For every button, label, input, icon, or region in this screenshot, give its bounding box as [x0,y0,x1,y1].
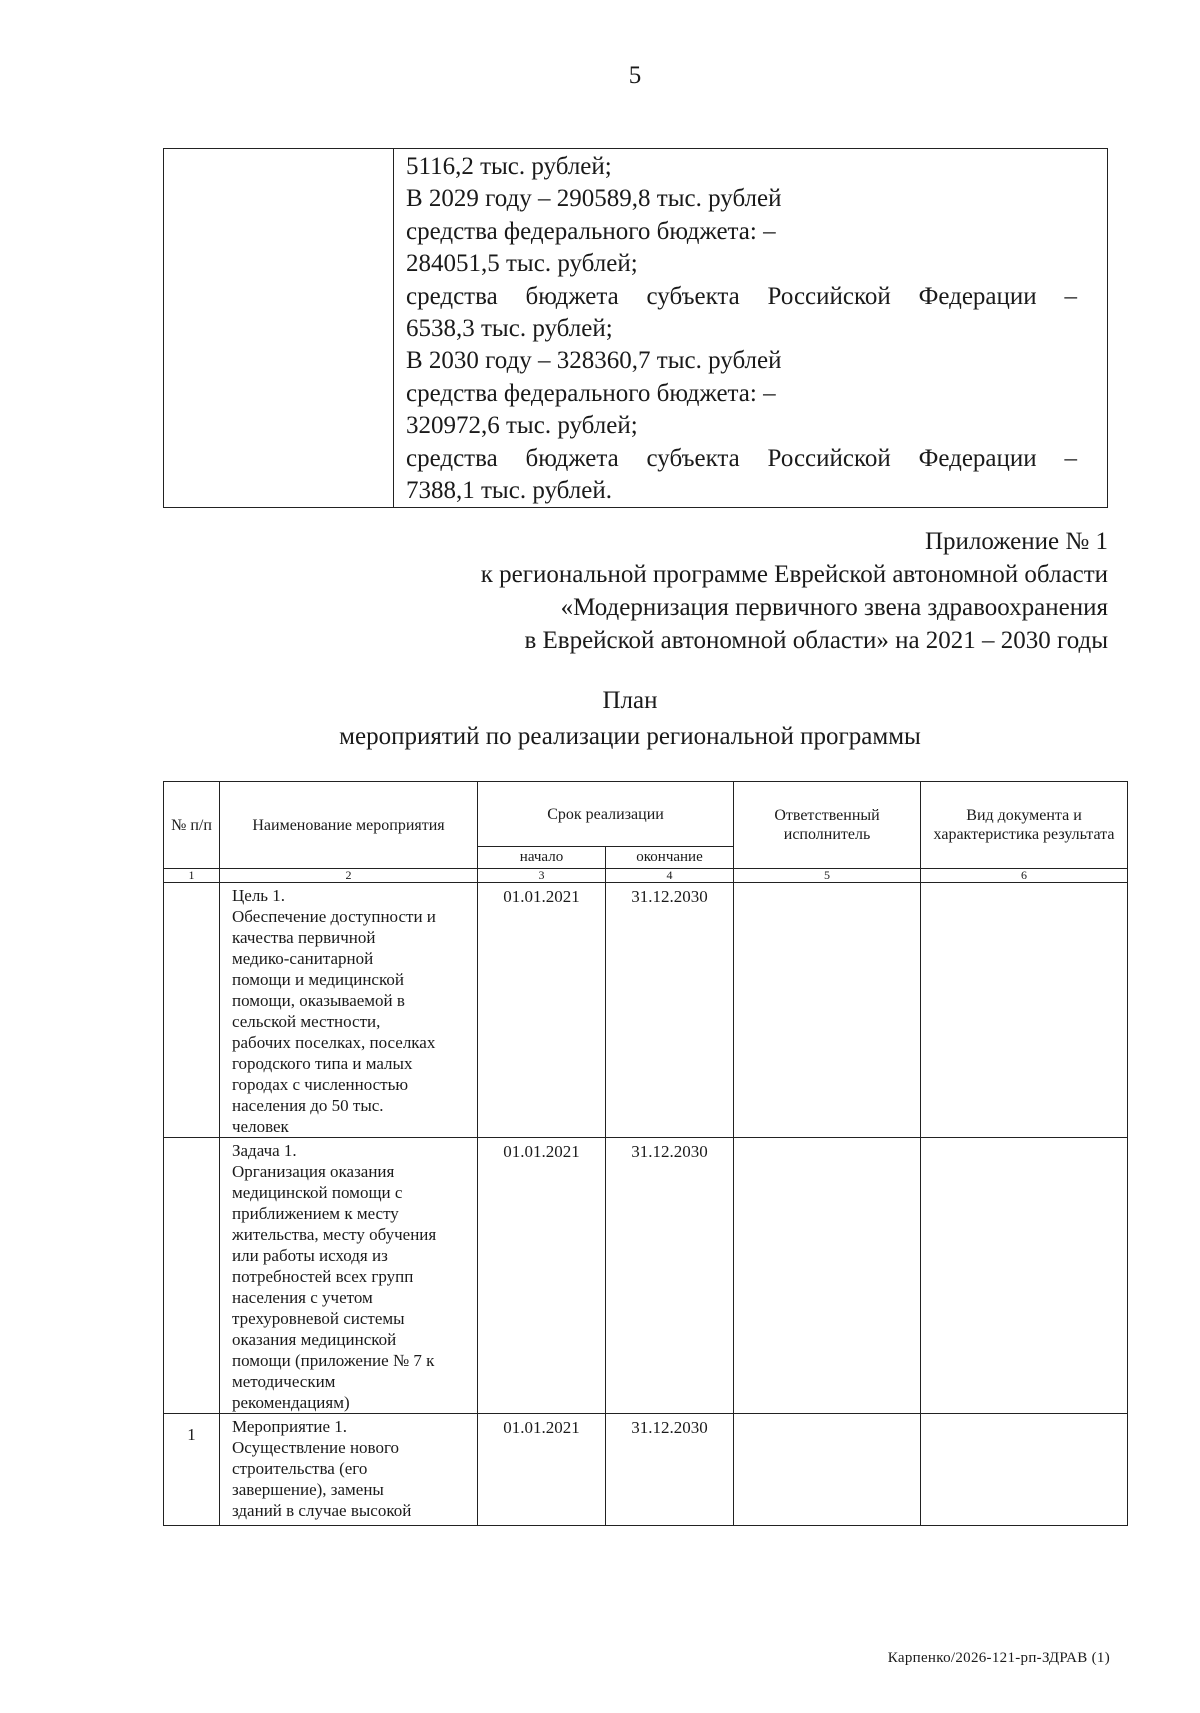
budget-line: 320972,6 тыс. рублей; [406,412,638,440]
budget-table [163,148,1108,508]
activity-name-line: медико-санитарной [232,949,374,968]
table-row [164,1414,1128,1526]
activity-name-line: оказания медицинской [232,1330,397,1349]
budget-lines [394,149,1107,507]
activity-name [220,883,478,1138]
activity-name-line: Организация оказания [232,1162,395,1181]
column-number-row [164,869,1128,883]
activity-name-line: жительства, месту обучения [232,1225,437,1244]
budget-word: Российской [767,444,891,472]
budget-table-label-cell [164,149,394,508]
header-responsible: Ответственный исполнитель [734,782,921,869]
activity-name-line: качества первичной [232,928,376,947]
end-date: 31.12.2030 [606,1138,734,1414]
activity-name-line: медицинской помощи с [232,1183,403,1202]
header-document: Вид документа и характеристика результата [921,782,1128,869]
row-number [164,883,220,1138]
header-end: окончание [606,847,734,869]
budget-word: средства [406,282,498,310]
budget-line: 6538,3 тыс. рублей; [406,315,613,343]
start-date: 01.01.2021 [478,883,606,1138]
column-number: 5 [734,869,921,883]
row-number: 1 [164,1414,220,1526]
budget-word: – [1064,282,1077,310]
budget-word: Российской [767,282,891,310]
budget-word: субъекта [646,444,740,472]
activity-name [220,1414,478,1526]
table-row [164,1138,1128,1414]
end-date: 31.12.2030 [606,883,734,1138]
page-number: 5 [628,62,642,89]
header-start: начало [478,847,606,869]
activity-name-line: методическим [232,1372,336,1391]
activity-name [220,1138,478,1414]
start-date: 01.01.2021 [478,1414,606,1526]
column-number: 4 [606,869,734,883]
plan-table [163,781,1128,1526]
budget-word: бюджета [525,444,619,472]
activity-name-line: Осуществление нового [232,1438,400,1457]
budget-word: Федерации [918,444,1037,472]
activity-name-line: Задача 1. [232,1141,297,1160]
appendix-line: «Модернизация первичного звена здравоохранения [560,594,1108,621]
activity-name-line: населения с учетом [232,1288,373,1307]
activity-name-line: потребностей всех групп [232,1267,414,1286]
plan-title-block [300,683,960,755]
header-num: № п/п [164,782,220,869]
column-number: 2 [220,869,478,883]
activity-name-line: трехуровневой системы [232,1309,405,1328]
activity-name-line: городского типа и малых [232,1054,413,1073]
activity-name-line: приближением к месту [232,1204,399,1223]
budget-line: 7388,1 тыс. рублей. [406,477,612,505]
appendix-line: Приложение № 1 [924,528,1108,555]
footer-code: Карпенко/2026-121-рп-ЗДРАВ (1) [887,1650,1110,1666]
budget-line: 284051,5 тыс. рублей; [406,250,638,278]
column-number: 3 [478,869,606,883]
activity-name-line: помощи (приложение № 7 к [232,1351,435,1370]
activity-name-line: сельской местности, [232,1012,381,1031]
appendix-line: в Еврейской автономной области» на 2021 – 2030 годы [524,627,1108,654]
activity-name-line: строительства (его [232,1459,368,1478]
activity-name-line: Мероприятие 1. [232,1417,348,1436]
activity-name-line: рекомендациям) [232,1393,350,1412]
responsible-cell [734,1138,921,1414]
appendix-line: к региональной программе Еврейской автономной области [480,561,1108,588]
activity-name-line: Обеспечение доступности и [232,907,436,926]
document-cell [921,883,1128,1138]
end-date: 31.12.2030 [606,1414,734,1526]
table-row [164,883,1128,1138]
budget-word: Федерации [918,282,1037,310]
document-cell [921,1414,1128,1526]
budget-word: средства [406,444,498,472]
responsible-cell [734,1414,921,1526]
activity-name-line: человек [232,1117,289,1136]
budget-line: средства федерального бюджета: – [406,379,776,407]
plan-subtitle: мероприятий по реализации региональной программы [339,723,921,750]
activity-name-line: зданий в случае высокой [232,1501,412,1520]
activity-name-line: Цель 1. [232,886,286,905]
start-date: 01.01.2021 [478,1138,606,1414]
budget-line [406,281,1107,313]
appendix-header [481,525,1108,657]
activity-name-line: или работы исходя из [232,1246,388,1265]
budget-table-content-cell [394,149,1108,508]
activity-name-line: городах с численностью [232,1075,409,1094]
budget-line: средства федерального бюджета: – [406,217,776,245]
activity-name-line: рабочих поселках, поселках [232,1033,436,1052]
responsible-cell [734,883,921,1138]
budget-line: В 2029 году – 290589,8 тыс. рублей [406,185,782,213]
header-period: Срок реализации [478,782,734,847]
activity-name-line: завершение), замены [232,1480,384,1499]
budget-word: – [1064,444,1077,472]
activity-name-line: помощи, оказываемой в [232,991,405,1010]
document-cell [921,1138,1128,1414]
column-number: 6 [921,869,1128,883]
activity-name-line: помощи и медицинской [232,970,404,989]
budget-word: субъекта [646,282,740,310]
header-name: Наименование мероприятия [220,782,478,869]
plan-title: План [602,687,658,714]
column-number: 1 [164,869,220,883]
budget-line: 5116,2 тыс. рублей; [406,153,612,180]
budget-line: В 2030 году – 328360,7 тыс. рублей [406,347,782,375]
budget-word: бюджета [525,282,619,310]
activity-name-line: населения до 50 тыс. [232,1096,384,1115]
row-number [164,1138,220,1414]
budget-line [406,443,1107,475]
